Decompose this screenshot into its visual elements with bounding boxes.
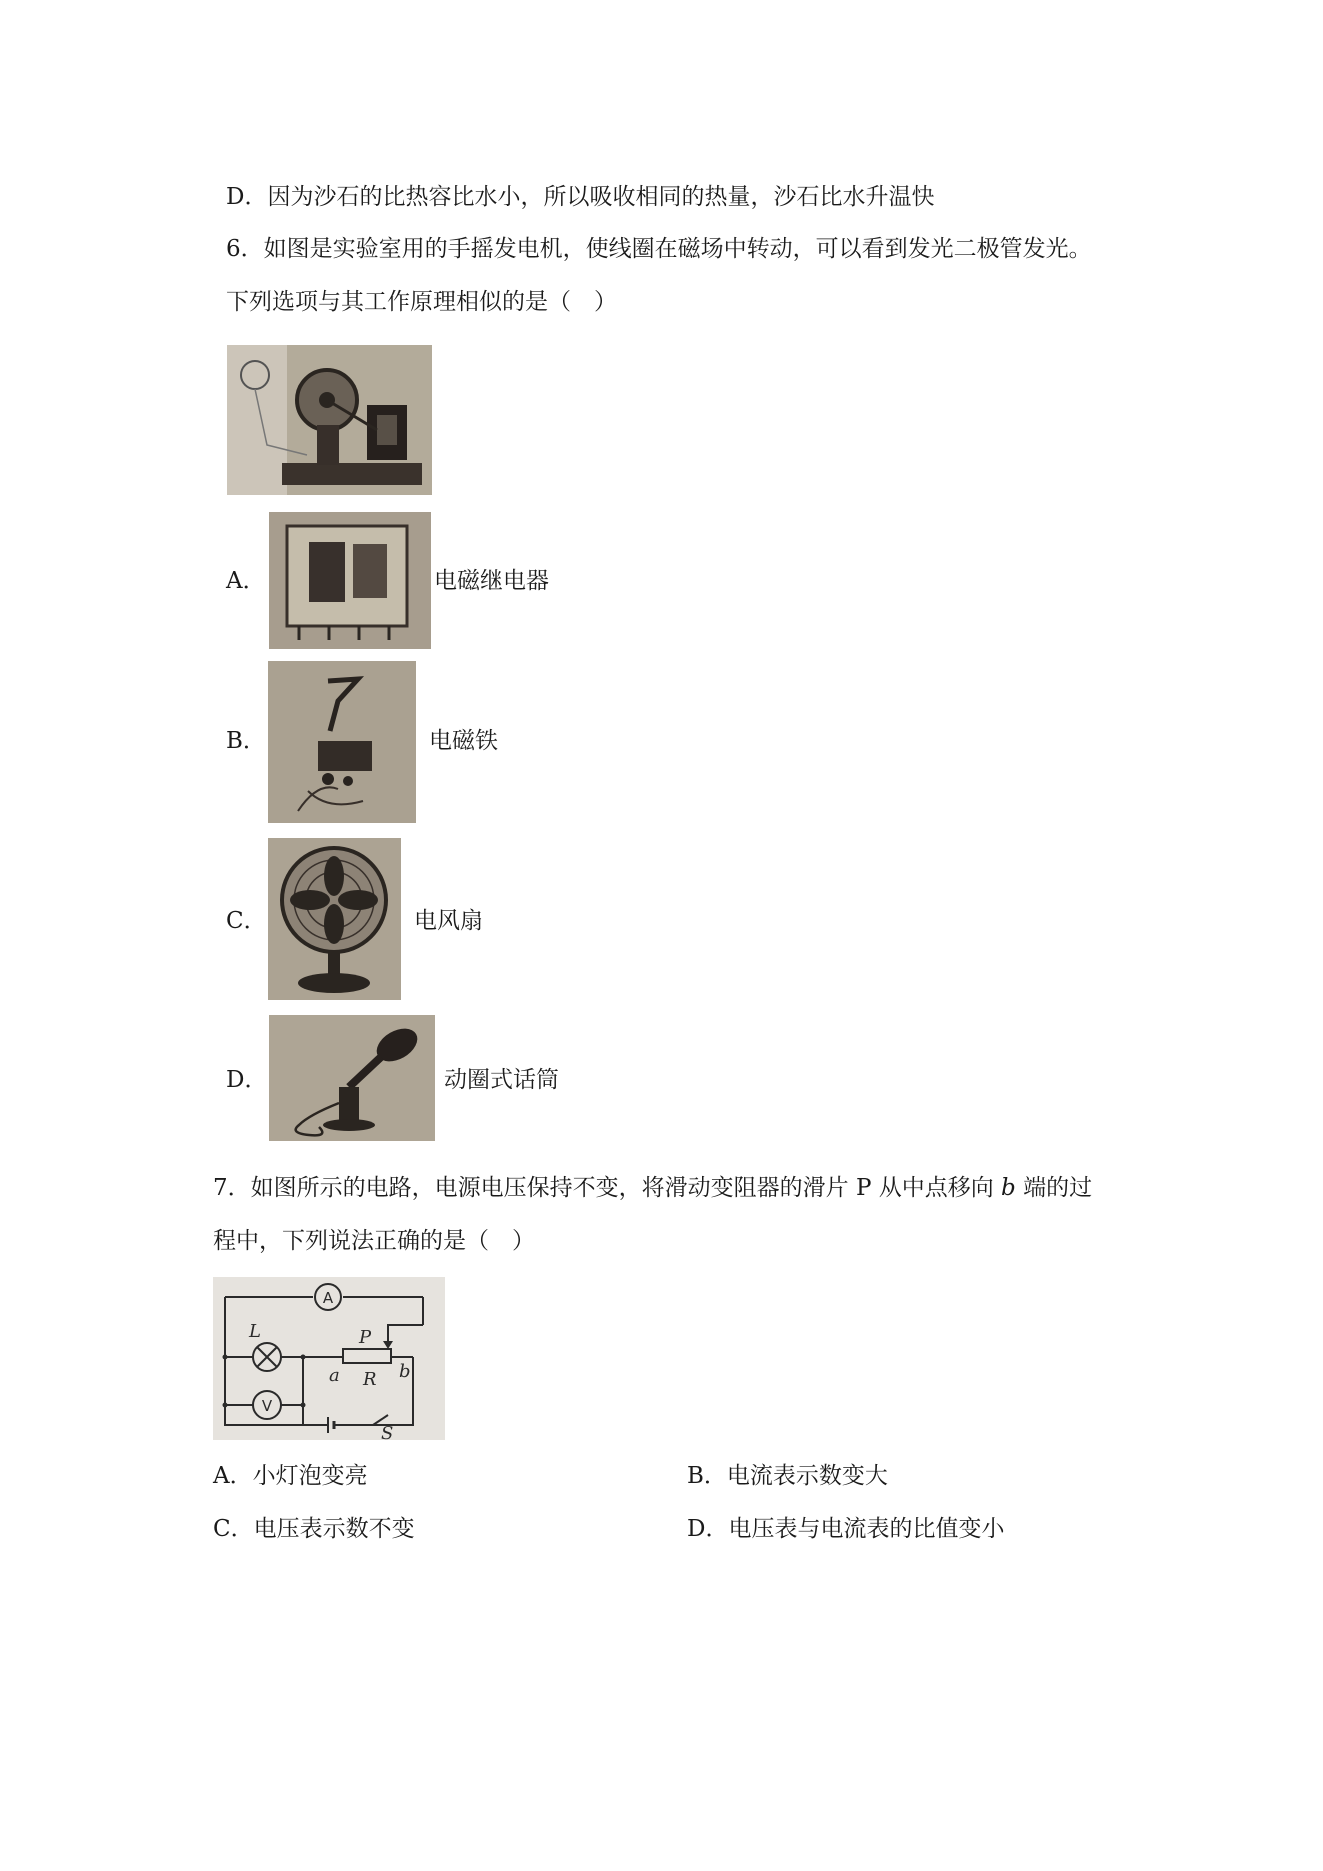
q6-option-d-letter: D． bbox=[226, 1067, 268, 1093]
electromagnet-illustration bbox=[268, 661, 416, 823]
q7-stem-line1-prefix: 7．如图所示的电路，电源电压保持不变，将滑动变阻器的滑片 P 从中点移向 bbox=[213, 1175, 1002, 1201]
relay-photo bbox=[269, 512, 431, 649]
q5-option-d: D．因为沙石的比热容比水小，所以吸收相同的热量，沙石比水升温快 bbox=[226, 184, 935, 210]
q7-option-c: C．电压表示数不变 bbox=[213, 1516, 415, 1542]
hand-crank-generator-photo bbox=[227, 345, 432, 495]
q7-stem-line1 bbox=[213, 1173, 1092, 1203]
q6-option-d-label: 动圈式话筒 bbox=[444, 1067, 559, 1093]
circuit-svg bbox=[213, 1277, 445, 1440]
dynamic-microphone-photo bbox=[269, 1015, 435, 1141]
q6-option-c-label: 电风扇 bbox=[414, 908, 483, 934]
q6-stem-line2: 下列选项与其工作原理相似的是（ ） bbox=[226, 289, 617, 315]
q6-option-b-label: 电磁铁 bbox=[429, 728, 498, 754]
q6-option-b-letter: B． bbox=[226, 728, 266, 754]
q7-stem-line2: 程中，下列说法正确的是（ ） bbox=[213, 1228, 535, 1254]
fan-illustration bbox=[268, 838, 401, 1000]
q7-circuit-diagram bbox=[213, 1277, 445, 1440]
q7-stem-line1-suffix: 端的过 bbox=[1015, 1175, 1093, 1201]
q7-option-d: D．电压表与电流表的比值变小 bbox=[687, 1516, 1005, 1542]
electric-fan-photo bbox=[268, 838, 401, 1000]
ammeter-label: A bbox=[322, 1289, 334, 1307]
q6-option-a-label: 电磁继电器 bbox=[434, 568, 549, 594]
microphone-illustration bbox=[269, 1015, 435, 1141]
electromagnet-photo bbox=[268, 661, 416, 823]
q6-stem-line1: 6．如图是实验室用的手摇发电机，使线圈在磁场中转动，可以看到发光二极管发光。 bbox=[226, 236, 1092, 262]
resistor-label: R bbox=[363, 1369, 377, 1390]
q7-stem-var-b: b bbox=[1001, 1175, 1016, 1201]
q7-option-b: B．电流表示数变大 bbox=[687, 1463, 888, 1489]
lamp-label: L bbox=[249, 1321, 261, 1342]
slider-label: P bbox=[359, 1327, 372, 1348]
q6-option-c-letter: C． bbox=[226, 908, 267, 934]
end-b-label: b bbox=[399, 1361, 411, 1382]
q7-option-a: A．小灯泡变亮 bbox=[213, 1463, 368, 1489]
end-a-label: a bbox=[329, 1365, 340, 1386]
generator-illustration bbox=[227, 345, 432, 495]
q6-option-a-letter: A． bbox=[226, 568, 266, 594]
relay-illustration bbox=[269, 512, 431, 649]
voltmeter-label: V bbox=[261, 1397, 273, 1415]
switch-label: S bbox=[381, 1423, 394, 1440]
